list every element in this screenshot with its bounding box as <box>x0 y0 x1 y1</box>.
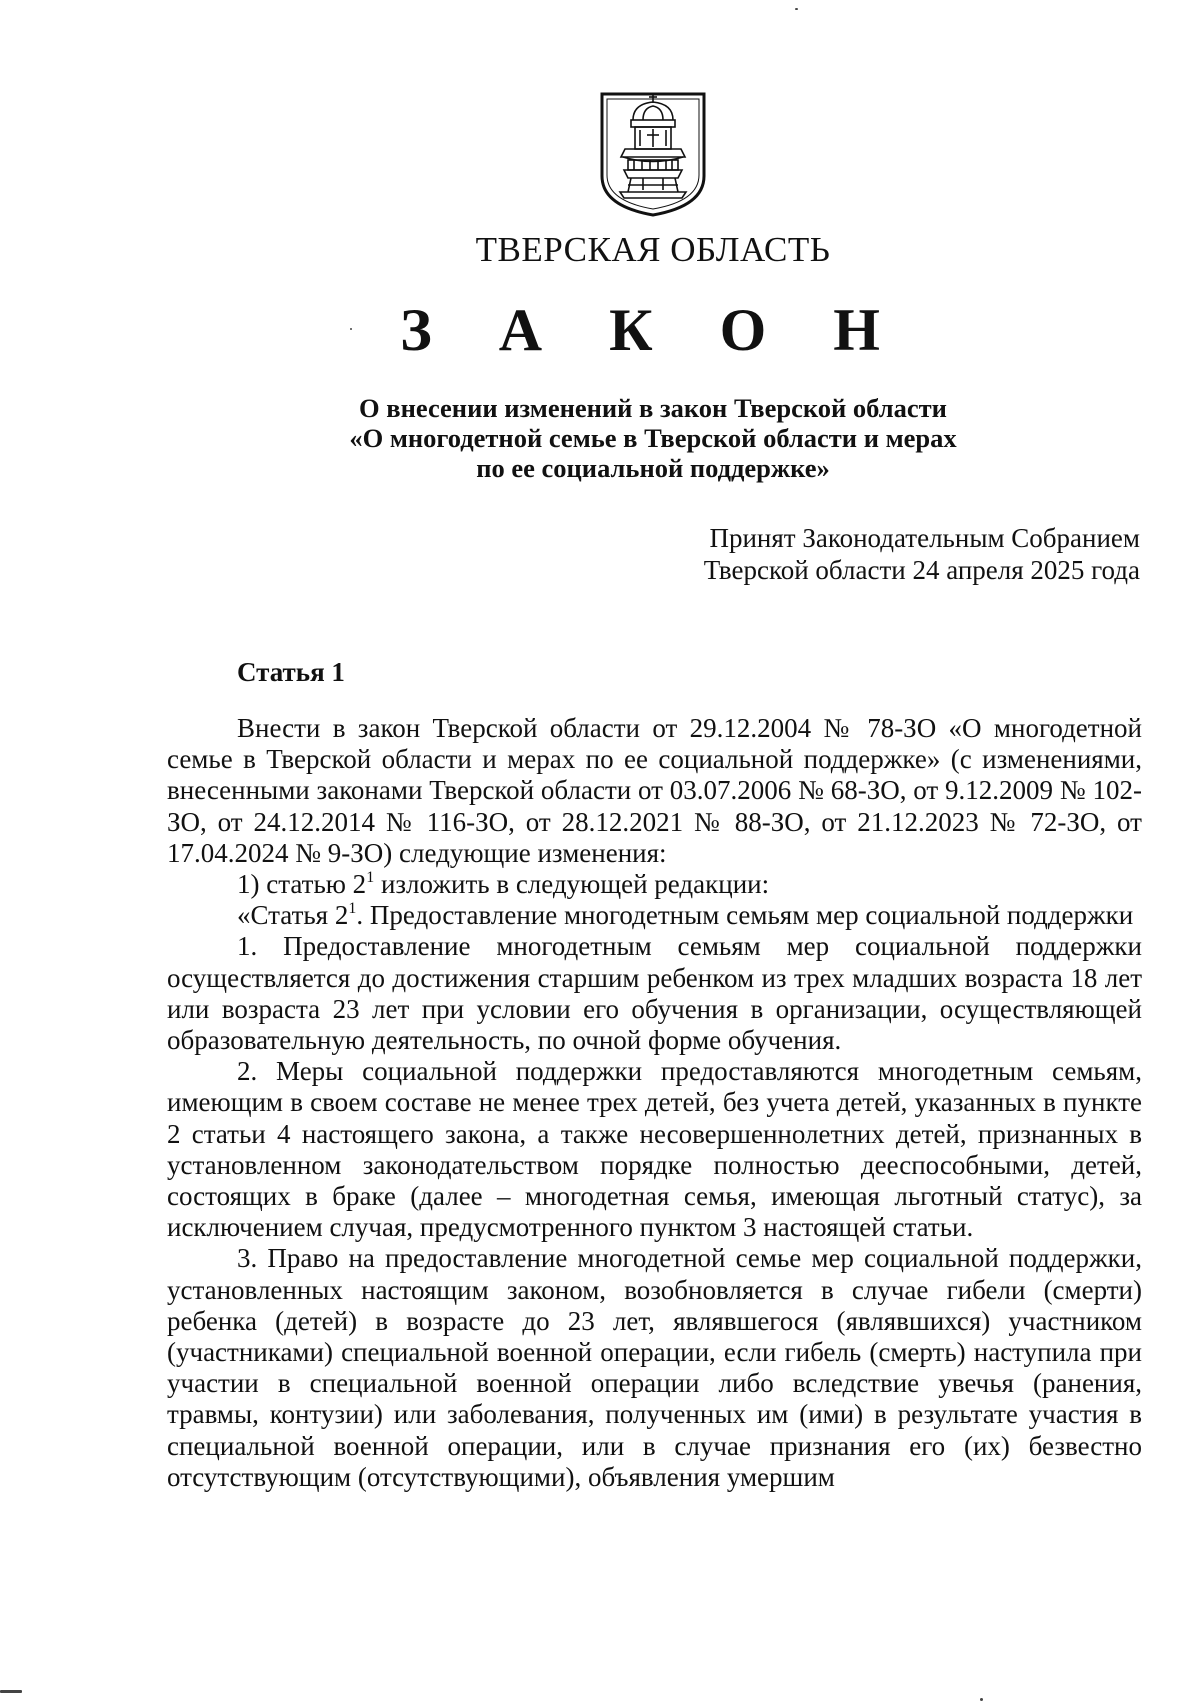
point-paragraph: 3. Право на предоставление многодетной семье мер социальной поддержки, установленных настоящим законом, возобновляется в случае гибели (смерти) ребенка (детей) в возрасте до 23 лет, являвшегося (являвшихся) участником (участниками) специальной военной операции, если гибель (смерть) наступила при участии в специальной военной операции либо вследствие увечья (ранения, травмы, контузии) или заболевания, полученных им (ими) в результате участия в специальной военной операции, или в случае признания его (их) безвестно отсутствующим (отсутствующими), объявления умершим <box>167 1243 1142 1492</box>
subject-line: «О многодетной семье в Тверской области и мерах <box>349 423 957 453</box>
superscript-mark: 1 <box>366 869 375 887</box>
point-paragraph: 2. Меры социальной поддержки предоставляются многодетным семьям, имеющим в своем составе не менее трех детей, без учета детей, указанных в пункте 2 статьи 4 настоящего закона, а также несовершеннолетних детей, признанных в установленном законодательством порядке полностью дееспособными, детей, состоящих в браке (далее – многодетная семья, имеющая льготный статус), за исключением случая, предусмотренного пунктом 3 настоящей статьи. <box>167 1056 1142 1243</box>
superscript-mark: 1 <box>348 900 357 918</box>
article-heading: Статья 1 <box>237 657 345 687</box>
coat-of-arms-icon <box>598 90 708 218</box>
law-subject <box>0 393 1200 483</box>
document-type-title: З А К О Н <box>400 297 906 363</box>
scan-speck <box>795 8 798 10</box>
amendment-item-text: изложить в следующей редакции: <box>374 869 770 900</box>
new-article-text: . Предоставление многодетным семьям мер социальной поддержки <box>356 900 1134 931</box>
amendment-item-text: 1) статью 2 <box>237 869 367 900</box>
article-body <box>167 713 1142 1493</box>
new-article-text: «Статья 2 <box>237 900 349 931</box>
scan-speck <box>0 1690 22 1693</box>
adoption-line: Тверской области 24 апреля 2025 года <box>703 555 1140 585</box>
amendment-item <box>167 869 1142 900</box>
new-article-heading <box>167 900 1142 931</box>
point-paragraph: 1. Предоставление многодетным семьям мер социальной поддержки осуществляется до достижения старшим ребенком из трех младших возраста 18 лет или возраста 23 лет при условии его обучения в организации, осуществляющей образовательную деятельность, по очной форме обучения. <box>167 931 1142 1056</box>
scan-speck <box>350 328 352 330</box>
adoption-note <box>704 522 1140 586</box>
subject-line: О внесении изменений в закон Тверской области <box>359 393 947 423</box>
intro-paragraph: Внести в закон Тверской области от 29.12.2004 № 78-ЗО «О многодетной семье в Тверской области и мерах по ее социальной поддержке» (с изменениями, внесенными законами Тверской области от 03.07.2006 № 68-ЗО, от 9.12.2009 № 102-ЗО, от 24.12.2014 № 116-ЗО, от 28.12.2021 № 88-ЗО, от 21.12.2023 № 72-ЗО, от 17.04.2024 № 9-ЗО) следующие изменения: <box>167 713 1142 868</box>
scan-speck <box>980 1698 983 1701</box>
subject-line: по ее социальной поддержке» <box>476 453 830 483</box>
adoption-line: Принят Законодательным Собранием <box>709 523 1140 553</box>
region-name: ТВЕРСКАЯ ОБЛАСТЬ <box>475 230 831 269</box>
